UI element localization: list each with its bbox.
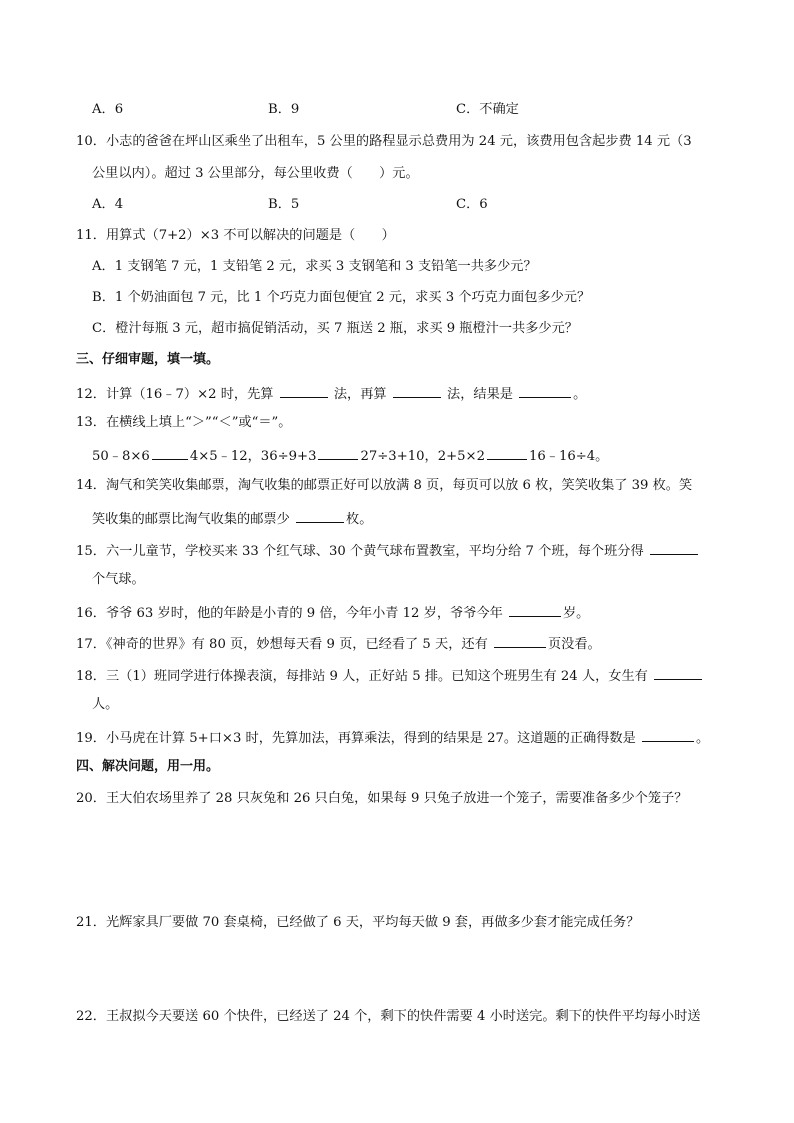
q19-part2: 。 (695, 731, 710, 746)
q14-blank[interactable] (296, 508, 344, 523)
q13-expr-4: 16﹣16÷4。 (528, 449, 609, 464)
q16-part2: 岁。 (562, 606, 590, 621)
q12-blank-1[interactable] (280, 383, 328, 398)
q12-blank-2[interactable] (393, 383, 441, 398)
q13-blank-3[interactable] (487, 445, 527, 460)
q14-text-line2 (92, 508, 372, 529)
q11-option-c: C．橙汁每瓶 3 元，超市搞促销活动，买 7 瓶送 2 瓶，求买 9 瓶橙汁一共多少元？ (92, 321, 578, 336)
q16-part1: 16．爷爷 63 岁时，他的年龄是小青的 9 倍，今年小青 12 岁，爷爷今年 (76, 606, 503, 621)
q13-expr-3: 27÷3+10，2+5×2 (360, 449, 485, 464)
q17-part2: 页没看。 (547, 637, 601, 652)
q13-expr-1: 50﹣8×6 (92, 449, 150, 464)
q21-text: 21．光辉家具厂要做 70 套桌椅，已经做了 6 天，平均每天做 9 套，再做多少套才能完成任务？ (76, 915, 640, 930)
q18-text-line2: 人。 (92, 697, 119, 712)
q22-text: 22．王叔拟今天要送 60 个快件，已经送了 24 个，剩下的快件需要 4 小时送完。剩下的快件平均每小时送 (76, 1009, 701, 1024)
section-3-heading: 三、仔细审题，填一填。 (76, 352, 220, 367)
q12-blank-3[interactable] (519, 383, 571, 398)
q15-blank[interactable] (650, 540, 698, 555)
q14-part2: 枚。 (346, 512, 373, 527)
q11-option-a: A．1 支钢笔 7 元，1 支铅笔 2 元，求买 3 支钢笔和 3 支铅笔一共多少元？ (92, 259, 537, 274)
q18-blank[interactable] (654, 665, 702, 680)
q18-part1: 18．三（1）班同学进行体操表演，每排站 9 人，正好站 5 排。已知这个班男生有 24 人，女生有 (76, 669, 648, 684)
q18-text-line1 (76, 665, 704, 686)
q19-blank[interactable] (642, 727, 694, 742)
q20-text: 20．王大伯农场里养了 28 只灰兔和 26 只白兔，如果每 9 只兔子放进一个笼子，需要准备多少个笼子？ (76, 791, 688, 806)
q10-option-a: A．4 (92, 197, 124, 212)
q9-option-a: A．6 (92, 102, 124, 117)
q12-part4: 。 (573, 387, 587, 402)
q12-part3: 法，结果是 (447, 387, 513, 402)
q12-text (76, 383, 586, 404)
q13-expressions (92, 445, 608, 466)
q13-blank-1[interactable] (152, 445, 188, 460)
q9-option-c: C．不确定 (456, 102, 519, 117)
q12-part2: 法，再算 (333, 387, 387, 402)
q10-text-line1: 10．小志的爸爸在坪山区乘坐了出租车，5 公里的路程显示总费用为 24 元，该费用包含起步费 14 元（3 (76, 134, 692, 149)
q14-text-line1: 14．淘气和笑笑收集邮票，淘气收集的邮票正好可以放满 8 页，每页可以放 6 枚，笑笑收集了 39 枚。笑 (76, 478, 693, 493)
q15-part1: 15．六一儿童节，学校买来 33 个红气球、30 个黄气球布置教室，平均分给 7 个班，每个班分得 (76, 544, 644, 559)
q16-text (76, 602, 589, 623)
q10-option-b: B．5 (268, 197, 300, 212)
q13-text: 13．在横线上填上“＞”“＜”或“＝”。 (76, 415, 292, 430)
q15-text-line1 (76, 540, 700, 561)
q17-part1: 17．《神奇的世界》有 80 页，妙想每天看 9 页，已经看了 5 天，还有 (76, 637, 488, 652)
q17-text (76, 633, 601, 654)
q14-part1: 笑收集的邮票比淘气收集的邮票少 (92, 512, 290, 527)
q13-blank-2[interactable] (318, 445, 358, 460)
q15-text-line2: 个气球。 (92, 572, 145, 587)
q12-part1: 12．计算（16﹣7）×2 时，先算 (76, 387, 274, 402)
q19-part1: 19．小马虎在计算 5+口×3 时，先算加法，再算乘法，得到的结果是 27。这道题的正确得数是 (76, 731, 636, 746)
section-4-heading: 四、解决问题，用一用。 (76, 759, 220, 774)
q13-expr-2: 4×5﹣12，36÷9+3 (189, 449, 317, 464)
q11-text: 11．用算式（7+2）×3 不可以解决的问题是（ ） (76, 228, 395, 243)
q19-text (76, 727, 709, 748)
q9-option-b: B．9 (268, 102, 300, 117)
q10-text-line2: 公里以内）。超过 3 公里部分，每公里收费（ ）元。 (92, 166, 419, 181)
q16-blank[interactable] (509, 602, 561, 617)
q11-option-b: B．1 个奶油面包 7 元，比 1 个巧克力面包便宜 2 元，求买 3 个巧克力面包多少元？ (92, 290, 591, 305)
q10-option-c: C．6 (456, 197, 488, 212)
q17-blank[interactable] (494, 633, 546, 648)
